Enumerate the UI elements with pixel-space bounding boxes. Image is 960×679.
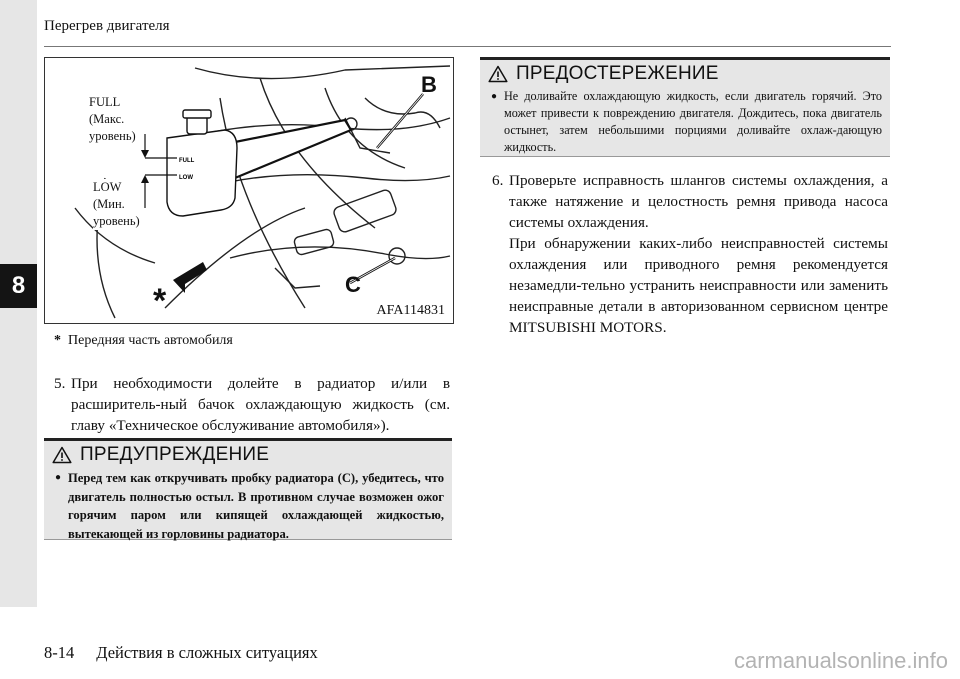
front-marker: * <box>153 282 167 320</box>
step-5-text: При необходимости долейте в радиатор и/или в расширитель-ный бачок охлаждающую жидкость (см. главу «Техническое обслуживание автомобиля»). <box>71 375 450 434</box>
warning-text: Перед тем как откручивать пробку радиатора (C), убедитесь, что двигатель полностью остыл. В противном случае возможен ожог горячим паром или кипящей охлаждающей жидкостью, вытекающей из горловины радиатора. <box>68 471 444 541</box>
low-level-label: LOW (Мин. уровень) <box>93 180 140 228</box>
warning-title: ПРЕДУПРЕЖДЕНИЕ <box>80 444 270 465</box>
page-header-title: Перегрев двигателя <box>44 18 170 34</box>
step-6-paragraph-2: При обнаружении каких-либо неисправностей системы охлаждения или приводного ремня рекомендуется незамедли-тельно устранить неисправности или заменить неисправные детали в авторизованном сервисном центре MITSUBISHI MOTORS. <box>509 235 888 336</box>
coolant-tank-figure <box>44 57 454 324</box>
front-arrow-icon <box>173 262 207 293</box>
warning-item <box>44 469 452 543</box>
warning-triangle-icon <box>52 446 72 464</box>
callout-c: C <box>345 272 361 297</box>
bullet-icon: ● <box>491 91 498 102</box>
warning-header <box>44 441 452 469</box>
caution-text: Не доливайте охлаждающую жидкость, если двигатель горячий. Это может привести к повреждению двигателя. Дождитесь, пока двигатель остынет, затем небольшими порциями доливайте охлаж-дающую жидкость. <box>504 89 882 154</box>
caution-item <box>480 88 890 156</box>
step-6-paragraph-1: Проверьте исправность шлангов системы охлаждения, а также натяжение и целостность ремня привода насоса системы охлаждения. <box>509 172 888 231</box>
callout-b: B <box>421 72 437 97</box>
figure-footnote <box>54 333 233 349</box>
section-title: Действия в сложных ситуациях <box>96 643 318 662</box>
chapter-tab[interactable]: 8 <box>0 264 37 308</box>
header-divider <box>44 46 891 47</box>
caution-header <box>480 60 890 88</box>
watermark: carmanualsonline.info <box>733 648 948 673</box>
footnote-text: Передняя часть автомобиля <box>68 333 233 348</box>
full-level-label: FULL (Макс. уровень) <box>89 95 136 143</box>
tank-full-mark: FULL <box>179 158 195 164</box>
caution-title: ПРЕДОСТЕРЕЖЕНИЕ <box>516 63 719 84</box>
caution-box <box>480 57 890 157</box>
caution-triangle-icon <box>488 65 508 83</box>
footnote-marker: * <box>54 333 61 348</box>
figure-code: AFA114831 <box>376 303 445 318</box>
step-5 <box>54 373 450 436</box>
page-number: 8-14 <box>44 643 75 662</box>
bullet-icon: ● <box>55 472 62 483</box>
step-6-number: 6. <box>492 172 504 189</box>
tank-low-mark: LOW <box>179 175 193 181</box>
step-5-number: 5. <box>54 375 66 392</box>
step-6 <box>492 170 888 338</box>
warning-box <box>44 438 452 540</box>
page-footer <box>44 643 318 663</box>
